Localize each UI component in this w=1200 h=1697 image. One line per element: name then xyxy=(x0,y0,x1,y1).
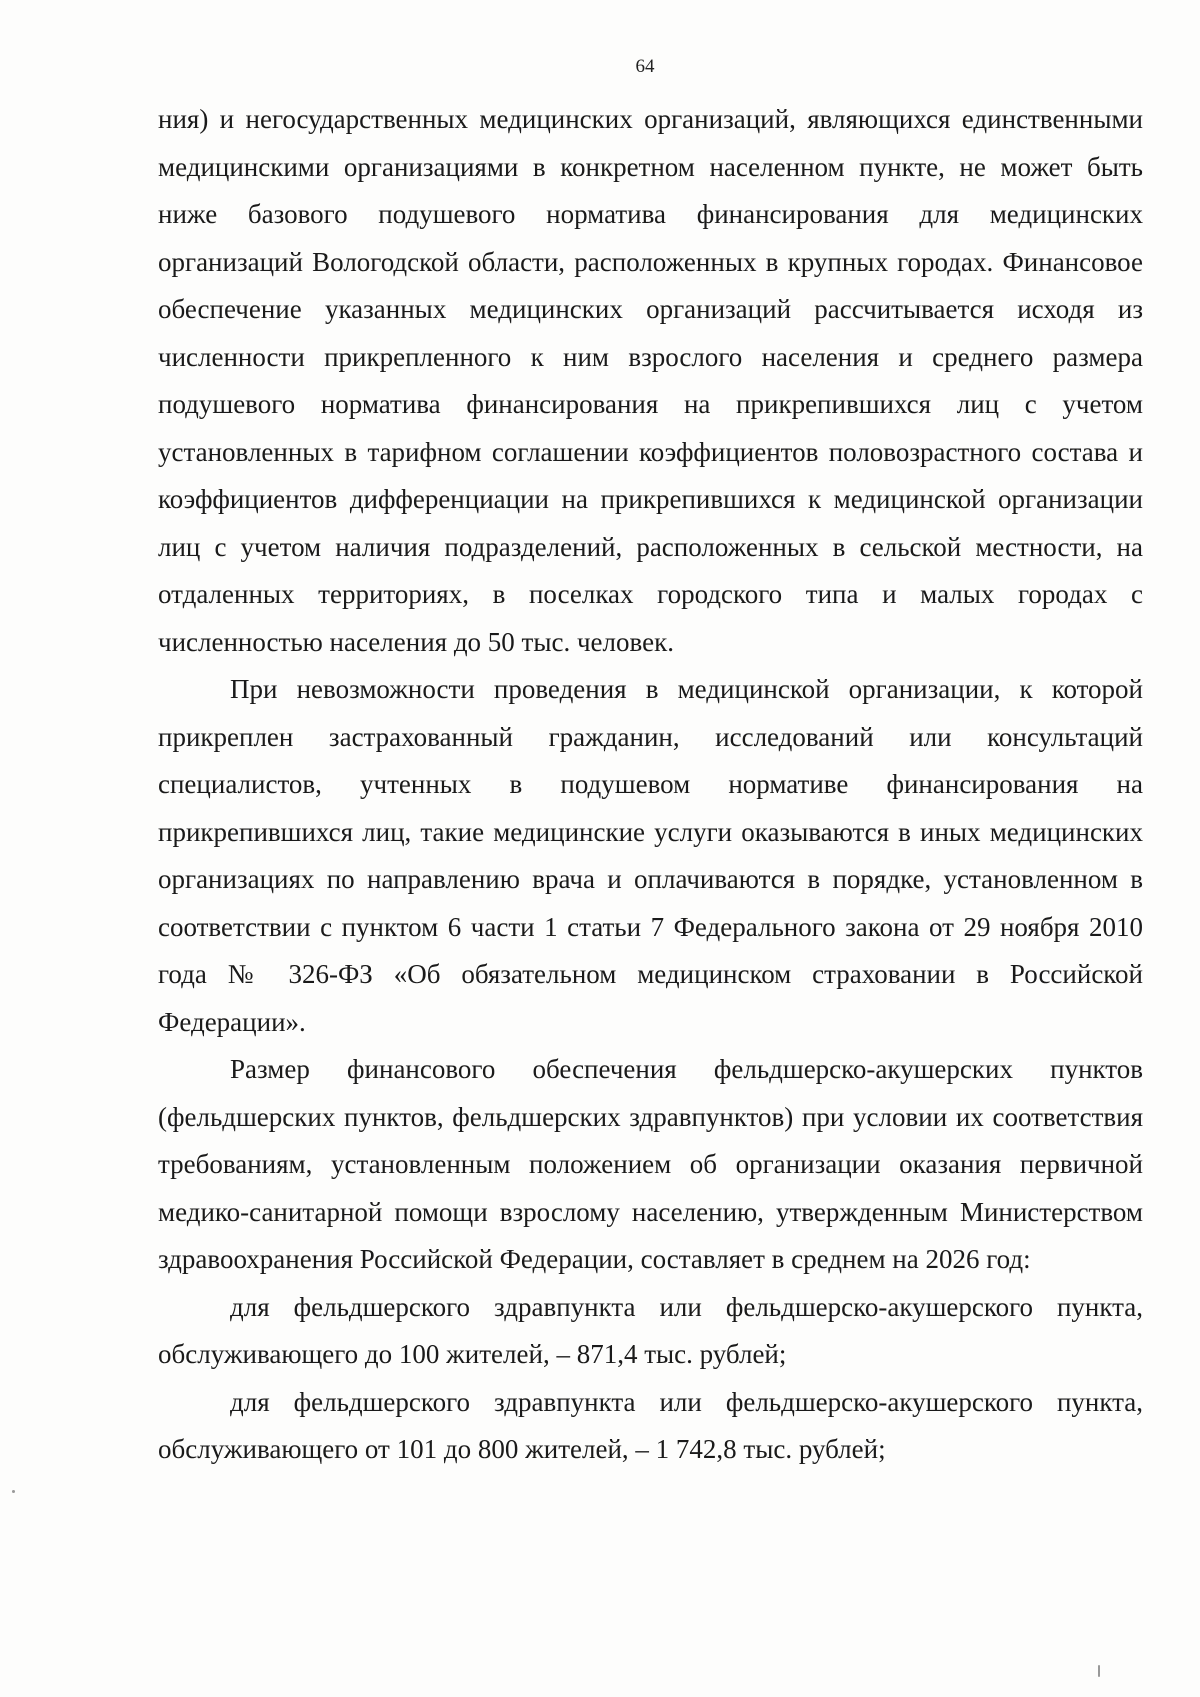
paragraph-continuation: ния) и негосударственных медицинских организаций, являющихся единственными медицинскими организациями в конкретном населенном пункте, не может быть ниже базового подушевого норматива финансирования для медицинских организаций Вологодской области, расположенных в крупных городах. Финансовое обеспечение указанных медицинских организаций рассчитывается исходя из численности прикрепленного к ним взрослого населения и среднего размера подушевого норматива финансирования на прикрепившихся лиц с учетом установленных в тарифном соглашении коэффициентов половозрастного состава и коэффициентов дифференциации на прикрепившихся к медицинской организации лиц с учетом наличия подразделений, расположенных в сельской местности, на отдаленных территориях, в поселках городского типа и малых городах с численностью населения до 50 тыс. человек. xyxy=(158,104,1143,657)
paragraph-referral: При невозможности проведения в медицинской организации, к которой прикреплен застрахованный гражданин, исследований или консультаций специалистов, учтенных в подушевом нормативе финансирования на прикрепившихся лиц, такие медицинские услуги оказываются в иных медицинских организациях по направлению врача и оплачиваются в порядке, установленном в соответствии с пунктом 6 части 1 статьи 7 Федерального закона от 29 ноября 2010 года № 326-ФЗ «Об обязательном медицинском страховании в Российской Федерации». xyxy=(158,674,1143,1037)
paragraph-up-to-100: для фельдшерского здравпункта или фельдшерско-акушерского пункта, обслуживающего до 100 жителей, – 871,4 тыс. рублей; xyxy=(158,1291,1143,1369)
scan-speck xyxy=(12,1490,15,1493)
paragraph-101-to-800: для фельдшерского здравпункта или фельдшерско-акушерского пункта, обслуживающего от 101 до 800 жителей, – 1 742,8 тыс. рублей; xyxy=(158,1386,1143,1464)
page-number: 64 xyxy=(635,56,655,77)
document-body xyxy=(158,96,1143,1474)
scan-speck xyxy=(1098,1665,1100,1677)
paragraph-feldsher-funding: Размер финансового обеспечения фельдшерско-акушерских пунктов (фельдшерских пунктов, фельдшерских здравпунктов) при условии их соответствия требованиям, установленным положением об организации оказания первичной медико-санитарной помощи взрослому населению, утвержденным Министерством здравоохранения Российской Федерации, составляет в среднем на 2026 год: xyxy=(158,1054,1143,1274)
